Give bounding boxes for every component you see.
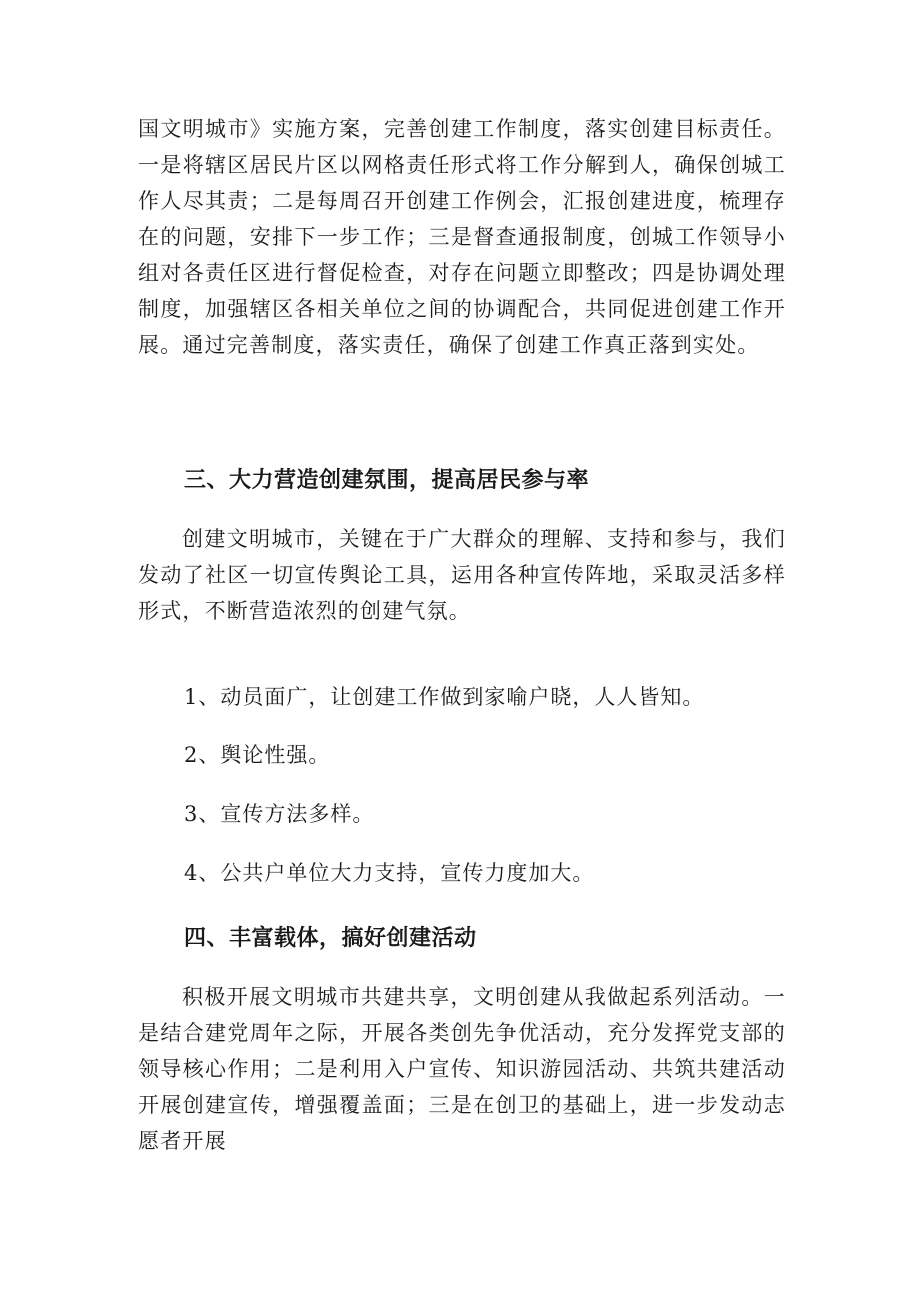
paragraph-responsibility-system: 国文明城市》实施方案，完善创建工作制度，落实创建目标责任。一是将辖区居民片区以网格责任形式将工作分解到人，确保创城工作人尽其责；二是每周召开创建工作例会，汇报创建进度，梳理存在的问题，安排下一步工作；三是督查通报制度，创城工作领导小组对各责任区进行督促检查，对存在问题立即整改；四是协调处理制度，加强辖区各相关单位之间的协调配合，共同促进创建工作开展。通过完善制度，落实责任，确保了创建工作真正落到实处。 xyxy=(138,117,786,357)
section-heading-three: 三、大力营造创建氛围，提高居民参与率 xyxy=(184,468,590,493)
list-item-4: 4、公共户单位大力支持，宣传力度加大。 xyxy=(184,861,595,885)
list-item-3: 3、宣传方法多样。 xyxy=(184,802,375,826)
list-item-1: 1、动员面广，让创建工作做到家喻户晓，人人皆知。 xyxy=(184,685,705,709)
list-item-2: 2、舆论性强。 xyxy=(184,743,331,767)
section-heading-four: 四、丰富载体，搞好创建活动 xyxy=(184,926,477,951)
paragraph-activities: 积极开展文明城市共建共享，文明创建从我做起系列活动。一是结合建党周年之际，开展各类创先争优活动，充分发挥党支部的领导核心作用；二是利用入户宣传、知识游园活动、共筑共建活动开展创建宣传，增强覆盖面；三是在创卫的基础上，进一步发动志愿者开展 xyxy=(138,985,786,1153)
paragraph-atmosphere: 创建文明城市，关键在于广大群众的理解、支持和参与，我们发动了社区一切宣传舆论工具，运用各种宣传阵地，采取灵活多样形式，不断营造浓烈的创建气氛。 xyxy=(138,527,786,623)
